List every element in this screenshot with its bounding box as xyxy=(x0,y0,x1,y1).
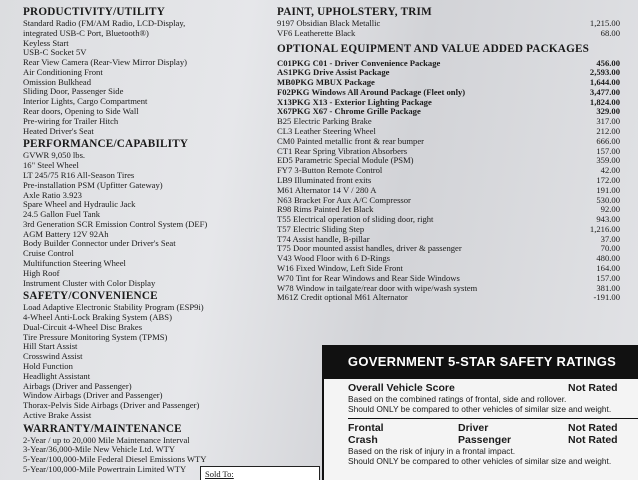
list-item: Body Builder Connector under Driver's Seat xyxy=(23,238,176,249)
item-label: V43 Wood Floor with 6 D-Rings xyxy=(277,253,391,264)
item-label: C01PKG C01 - Driver Convenience Package xyxy=(277,57,441,68)
paint-header: PAINT, UPHOLSTERY, TRIM xyxy=(277,6,432,18)
list-item: 2-Year / up to 20,000 Mile Maintenance Interval xyxy=(23,434,190,445)
safety-convenience-list xyxy=(23,303,273,420)
list-item: 5-Year/100,000-Mile Powertrain Limited WTY xyxy=(23,464,187,475)
performance-list xyxy=(23,151,273,288)
overall-note-2: Should ONLY be compared to other vehicles of similar size and weight. xyxy=(348,404,612,414)
item-label: ED5 Parametric Special Module (PSM) xyxy=(277,155,414,166)
list-item: Cruise Control xyxy=(23,248,74,259)
item-price: 1,215.00 xyxy=(589,18,620,28)
item-price: 172.00 xyxy=(596,174,620,185)
productivity-header: PRODUCTIVITY/UTILITY xyxy=(23,6,166,18)
sold-to-label: Sold To: xyxy=(205,469,234,479)
price-row xyxy=(277,293,620,303)
item-label: CM0 Painted metallic front & rear bumper xyxy=(277,135,425,146)
list-item: Active Brake Assist xyxy=(23,409,92,420)
list-item: Instrument Cluster with Color Display xyxy=(23,277,156,288)
item-price: 2,593.00 xyxy=(589,67,620,78)
item-label: M61Z Credit optional M61 Alternator xyxy=(277,292,408,303)
item-label: W70 Tint for Rear Windows and Rear Side Windows xyxy=(277,272,460,283)
item-price: 359.00 xyxy=(596,155,620,166)
item-label: LB9 Illuminated front exits xyxy=(277,174,372,185)
list-item: 4-Wheel Anti-Lock Braking System (ABS) xyxy=(23,312,172,323)
item-price: 157.00 xyxy=(596,145,620,156)
price-row xyxy=(277,29,620,39)
warranty-header: WARRANTY/MAINTENANCE xyxy=(23,422,182,435)
list-item: LT 245/75 R16 All-Season Tires xyxy=(23,169,135,180)
item-label: AS1PKG Drive Assist Package xyxy=(277,67,390,78)
item-price: 1,216.00 xyxy=(589,223,620,234)
list-item: Pre-wiring for Trailer Hitch xyxy=(23,115,119,126)
list-item: Window Airbags (Driver and Passenger) xyxy=(23,390,163,401)
list-item: High Roof xyxy=(23,267,60,278)
item-price: 92.00 xyxy=(600,204,620,215)
options-list xyxy=(277,59,620,304)
list-item: Dual-Circuit 4-Wheel Disc Brakes xyxy=(23,321,143,332)
item-label: N63 Bracket For Aux A/C Compressor xyxy=(277,194,411,205)
item-label: B25 Electric Parking Brake xyxy=(277,116,372,127)
list-item: AGM Battery 12V 92Ah xyxy=(23,228,109,239)
item-label: T55 Electrical operation of sliding door, right xyxy=(277,214,434,225)
list-item: Spare Wheel and Hydraulic Jack xyxy=(23,199,136,210)
item-label: VF6 Leatherette Black xyxy=(277,27,356,38)
overall-score-label: Overall Vehicle Score xyxy=(348,382,455,394)
item-label: FY7 3-Button Remote Control xyxy=(277,165,383,176)
list-item: 3rd Generation SCR Emission Control System (DEF) xyxy=(23,218,208,229)
item-price: 191.00 xyxy=(596,184,620,195)
item-price: -191.00 xyxy=(593,292,620,303)
list-item: Hill Start Assist xyxy=(23,341,78,352)
list-item: Air Conditioning Front xyxy=(23,66,103,77)
list-item: Hold Function xyxy=(23,361,73,371)
list-item: Headlight Assistant xyxy=(23,370,91,381)
left-column xyxy=(23,6,273,475)
item-label: F02PKG Windows All Around Package (Fleet only) xyxy=(277,86,466,97)
item-price: 480.00 xyxy=(596,253,620,264)
list-item: Heated Driver's Seat xyxy=(23,125,94,136)
performance-header: PERFORMANCE/CAPABILITY xyxy=(23,138,189,151)
list-item: GVWR 9,050 lbs. xyxy=(23,150,86,161)
list-item: 5-Year/100,000-Mile Federal Diesel Emissions WTY xyxy=(23,454,207,465)
item-price: 70.00 xyxy=(600,243,620,254)
right-column xyxy=(277,6,620,303)
frontal-note-1: Based on the risk of injury in a frontal impact. xyxy=(348,446,516,456)
list-item: Crosswind Assist xyxy=(23,351,83,362)
list-item: Rear View Camera (Rear-View Mirror Display) xyxy=(23,57,188,68)
item-price: 1,644.00 xyxy=(589,77,620,88)
item-price: 164.00 xyxy=(596,262,620,273)
item-price: 42.00 xyxy=(600,165,620,176)
item-label: T57 Electric Sliding Step xyxy=(277,223,365,234)
item-price: 212.00 xyxy=(596,126,620,137)
item-label: 9197 Obsidian Black Metallic xyxy=(277,18,381,28)
frontal-note-2: Should ONLY be compared to other vehicles of similar size and weight. xyxy=(348,456,612,466)
list-item: Load Adaptive Electronic Stability Program (ESP9i) xyxy=(23,302,204,313)
item-label: R98 Rims Painted Jet Black xyxy=(277,204,374,215)
list-item: Sliding Door, Passenger Side xyxy=(23,86,124,97)
overall-note-1: Based on the combined ratings of frontal, side and rollover. xyxy=(348,394,567,404)
item-price: 329.00 xyxy=(596,106,620,117)
item-label: CL3 Leather Steering Wheel xyxy=(277,126,376,137)
item-label: T75 Door mounted assist handles, driver & passenger xyxy=(277,243,462,254)
item-price: 37.00 xyxy=(600,233,620,244)
item-price: 3,477.00 xyxy=(589,86,620,97)
item-price: 68.00 xyxy=(600,27,620,38)
list-item: Interior Lights, Cargo Compartment xyxy=(23,96,148,107)
productivity-list xyxy=(23,19,273,136)
crash-label: Crash xyxy=(348,434,378,446)
item-label: X13PKG X13 - Exterior Lighting Package xyxy=(277,96,432,107)
overall-score-value: Not Rated xyxy=(568,382,618,394)
passenger-value: Not Rated xyxy=(568,434,618,446)
item-label: T74 Assist handle, B-pillar xyxy=(277,233,370,244)
item-label: W78 Window in tailgate/rear door with wipe/wash system xyxy=(277,282,478,293)
safety-divider xyxy=(348,418,638,419)
list-item: Multifunction Steering Wheel xyxy=(23,257,126,268)
list-item: Keyless Start xyxy=(23,37,69,48)
item-label: MB0PKG MBUX Package xyxy=(277,77,375,88)
item-price: 943.00 xyxy=(596,214,620,225)
item-label: X67PKG X67 - Chrome Grille Package xyxy=(277,106,421,117)
sold-to-box xyxy=(200,466,320,480)
safety-ratings-box xyxy=(322,345,638,480)
safety-convenience-header: SAFETY/CONVENIENCE xyxy=(23,290,158,303)
item-label: W16 Fixed Window, Left Side Front xyxy=(277,262,403,273)
list-item: Standard Radio (FM/AM Radio, LCD-Display, xyxy=(23,18,186,28)
item-price: 666.00 xyxy=(596,135,620,146)
item-label: M61 Alternator 14 V / 280 A xyxy=(277,184,377,195)
item-price: 157.00 xyxy=(596,272,620,283)
list-item: 16" Steel Wheel xyxy=(23,160,79,171)
item-price: 456.00 xyxy=(596,57,620,68)
list-item: Omission Bulkhead xyxy=(23,76,92,87)
list-item: integrated USB-C Port, Bluetooth®) xyxy=(23,27,149,38)
list-item: Airbags (Driver and Passenger) xyxy=(23,380,132,391)
list-item: Tire Pressure Monitoring System (TPMS) xyxy=(23,331,168,342)
passenger-label: Passenger xyxy=(458,434,512,446)
list-item: USB-C Socket 5V xyxy=(23,47,87,58)
list-item: Pre-installation PSM (Upfitter Gateway) xyxy=(23,179,163,190)
safety-ratings-banner: GOVERNMENT 5-STAR SAFETY RATINGS xyxy=(324,345,638,379)
options-header: OPTIONAL EQUIPMENT AND VALUE ADDED PACKAGES xyxy=(277,42,590,55)
item-price: 530.00 xyxy=(596,194,620,205)
item-price: 1,824.00 xyxy=(589,96,620,107)
item-price: 317.00 xyxy=(596,116,620,127)
list-item: Thorax-Pelvis Side Airbags (Driver and Passenger) xyxy=(23,400,200,411)
driver-label: Driver xyxy=(458,422,489,434)
item-price: 381.00 xyxy=(596,282,620,293)
frontal-label: Frontal xyxy=(348,422,384,434)
list-item: 3-Year/36,000-Mile New Vehicle Ltd. WTY xyxy=(23,444,176,455)
list-item: 24.5 Gallon Fuel Tank xyxy=(23,209,101,220)
list-item: Rear doors, Opening to Side Wall xyxy=(23,106,139,117)
item-label: CT1 Rear Spring Vibration Absorbers xyxy=(277,145,408,156)
paint-list xyxy=(277,19,620,39)
list-item: Axle Ratio 3.923 xyxy=(23,189,82,200)
driver-value: Not Rated xyxy=(568,422,618,434)
